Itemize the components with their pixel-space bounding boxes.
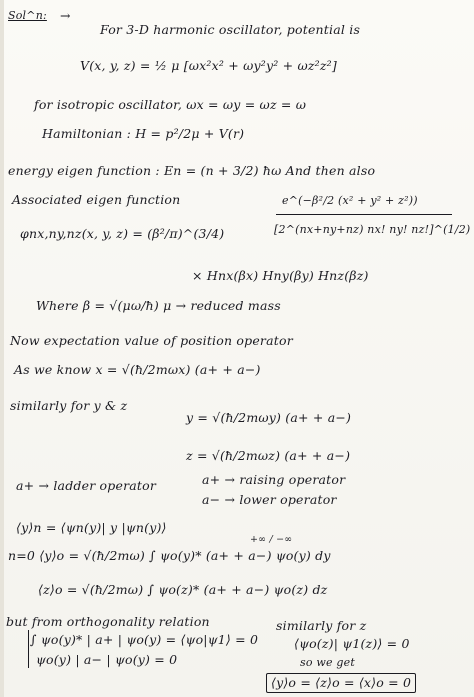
eigen-denominator: [2^(nx+ny+nz) nx! ny! nz!]^(1/2) (274, 223, 471, 236)
hermite-product: × Hnx(βx) Hny(βy) Hnz(βz) (192, 268, 369, 283)
z-orthogonality: ⟨ψo(z)| ψ1(z)⟩ = 0 (294, 636, 410, 651)
so-we-get: so we get (300, 656, 355, 669)
ladder-operator-line: a+ → ladder operator (16, 478, 157, 493)
y-operator-line: y = √(ħ/2mωy) (a+ + a−) (186, 410, 352, 425)
energy-line: energy eigen function : En = (n + 3/2) ħω And then also (8, 163, 376, 178)
line-intro: For 3-D harmonic oscillator, potential is (100, 22, 361, 37)
integral-limits: +∞ / −∞ (250, 534, 293, 545)
orthogonality-bracket (28, 630, 29, 668)
orthogonality-line: but from orthogonality relation (6, 614, 210, 629)
isotropic-line: for isotropic oscillator, ωx = ωy = ωz = ω (34, 97, 307, 112)
lowering-annihilation: ψo(y) | a− | ψo(y) = 0 (36, 652, 178, 667)
raising-orthogonality: ∫ ψo(y)* | a+ | ψo(y) = ⟨ψo|ψ1⟩ = 0 (30, 632, 259, 647)
expectation-heading: Now expectation value of position operator (10, 333, 293, 348)
potential-equation: V(x, y, z) = ½ μ [ωx²x² + ωy²y² + ωz²z²] (80, 58, 337, 73)
hamiltonian-line: Hamiltonian : H = p²/2μ + V(r) (42, 126, 245, 141)
final-result: ⟨y⟩o = ⟨z⟩o = ⟨x⟩o = 0 (271, 675, 412, 690)
expectation-z-0: ⟨z⟩o = √(ħ/2mω) ∫ ψo(z)* (a+ + a−) ψo(z) dz (38, 582, 328, 597)
eigen-numerator: e^(−β²/2 (x² + y² + z²)) (282, 194, 418, 207)
beta-definition: Where β = √(μω/ħ) μ → reduced mass (36, 298, 281, 313)
page-margin (0, 0, 4, 697)
lowering-operator-line: a− → lower operator (202, 492, 337, 507)
arrow-icon: → (60, 8, 71, 23)
eigen-function-eq: φnx,ny,nz(x, y, z) = (β²/π)^(3/4) (20, 226, 225, 241)
solution-label: Sol^n: (8, 9, 47, 22)
z-operator-line: z = √(ħ/2mωz) (a+ + a−) (186, 448, 351, 463)
raising-operator-line: a+ → raising operator (202, 472, 346, 487)
final-result-box (266, 673, 416, 693)
x-operator-line: As we know x = √(ħ/2mωx) (a+ + a−) (14, 362, 261, 377)
expectation-y-n: ⟨y⟩n = ⟨ψn(y)| y |ψn(y)⟩ (16, 520, 167, 535)
similarly-z-line: similarly for z (276, 618, 367, 633)
expectation-y-0: n=0 ⟨y⟩o = √(ħ/2mω) ∫ ψo(y)* (a+ + a−) ψo(y) dy (8, 548, 331, 563)
similarly-line: similarly for y & z (10, 398, 128, 413)
eigen-function-heading: Associated eigen function (12, 192, 181, 207)
fraction-bar (276, 214, 452, 215)
